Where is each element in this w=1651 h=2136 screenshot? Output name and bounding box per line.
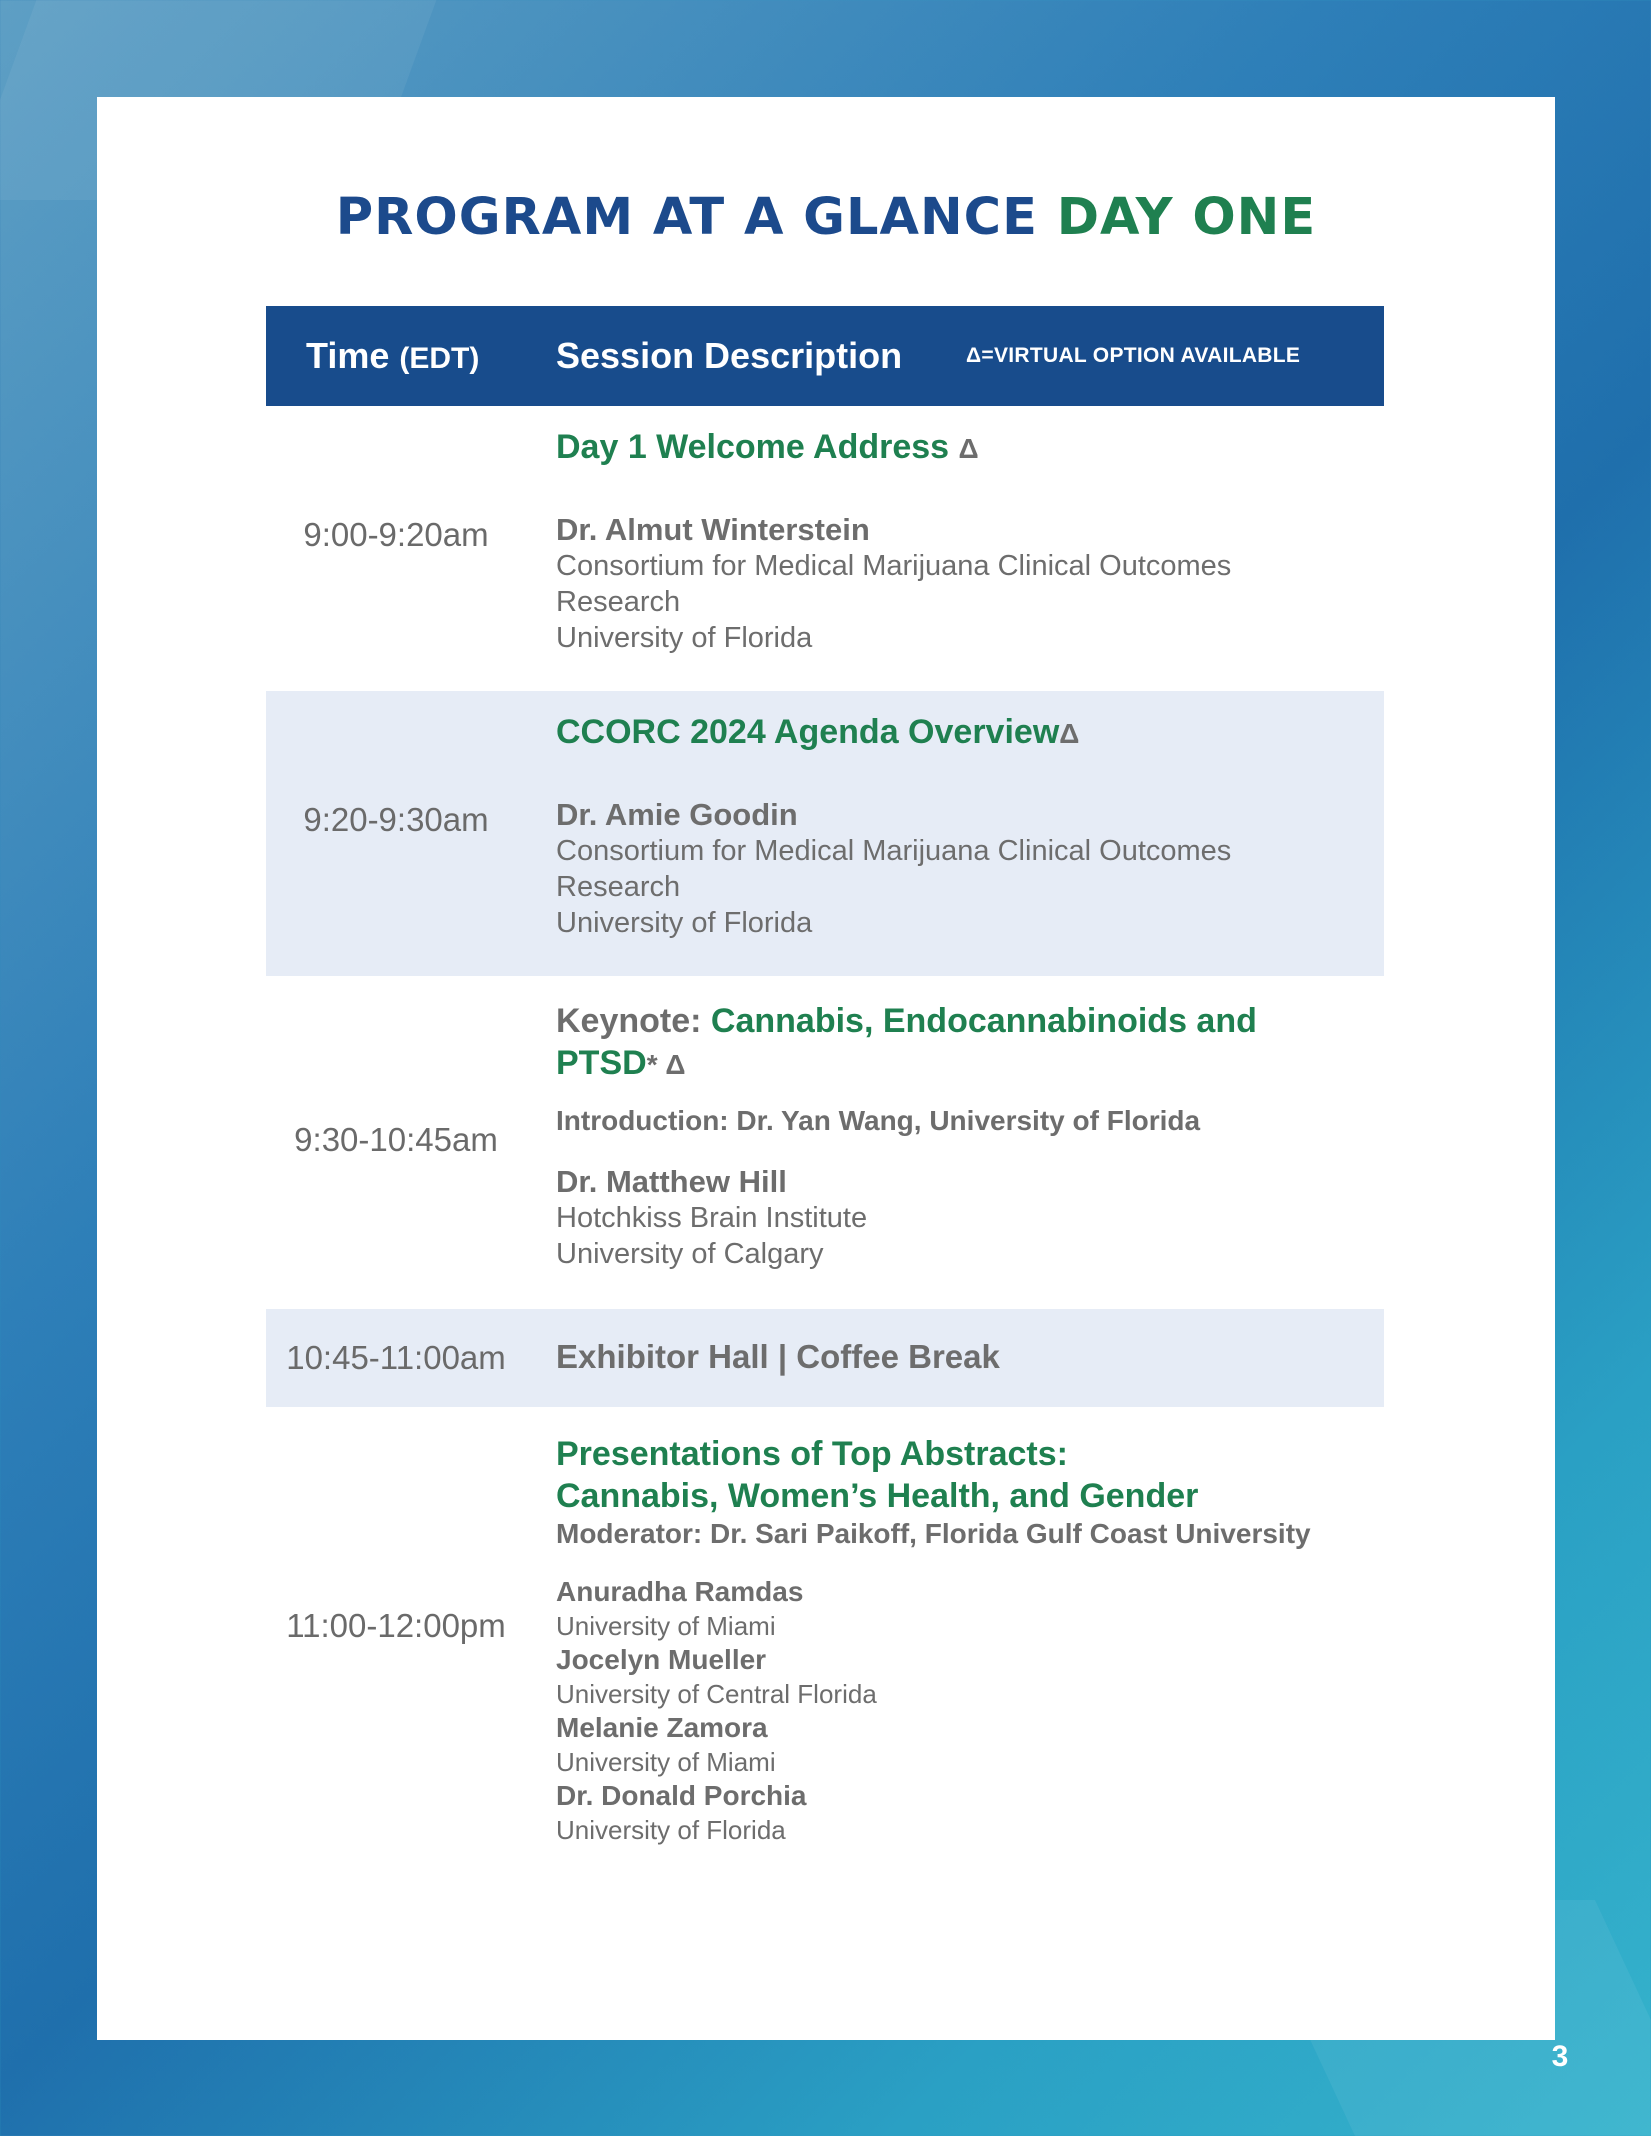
session-title	[556, 711, 1366, 755]
session-title-line-1: Cannabis, Endocannabinoids and	[710, 1002, 1257, 1040]
title-part-2: DAY ONE	[1056, 188, 1317, 247]
table-header	[266, 306, 1384, 406]
speaker-affiliation: Hotchkiss Brain Institute	[556, 1202, 868, 1234]
table-row	[266, 1309, 1384, 1407]
session-content	[556, 1000, 1366, 1272]
speaker-affiliation: University of Calgary	[556, 1238, 824, 1270]
speaker-name: Jocelyn Mueller	[556, 1644, 767, 1675]
header-time-zone: (EDT)	[399, 342, 480, 375]
session-moderator: Moderator: Dr. Sari Paikoff, Florida Gulf Coast University	[556, 1518, 1311, 1549]
session-title-line-1: Presentations of Top Abstracts:	[556, 1435, 1068, 1473]
speaker-affiliation: Research	[556, 871, 681, 903]
header-time	[306, 306, 479, 409]
virtual-delta-icon: Δ	[1059, 718, 1080, 749]
keynote-label: Keynote:	[556, 1002, 702, 1040]
speaker-affiliation: University of Florida	[556, 907, 813, 939]
table-row	[266, 691, 1384, 976]
session-title: Exhibitor Hall | Coffee Break	[556, 1338, 1000, 1375]
session-title-text: Day 1 Welcome Address	[556, 428, 950, 466]
session-title-line-2: PTSD	[556, 1044, 647, 1082]
speaker-affiliation: Consortium for Medical Marijuana Clinical Outcomes	[556, 550, 1232, 582]
page-title	[97, 187, 1555, 249]
speaker-name: Dr. Almut Winterstein	[556, 512, 870, 547]
session-content	[556, 711, 1366, 941]
session-introduction: Introduction: Dr. Yan Wang, University of Florida	[556, 1105, 1201, 1136]
page-number: 3	[1551, 2040, 1569, 2073]
table-row	[266, 1407, 1384, 1857]
session-content	[556, 1337, 1366, 1377]
speaker-affiliation: University of Miami	[556, 1611, 776, 1641]
session-title-line-2: Cannabis, Women’s Health, and Gender	[556, 1477, 1199, 1515]
speaker-name: Dr. Matthew Hill	[556, 1164, 787, 1199]
session-title	[556, 426, 1366, 470]
speaker-name: Dr. Donald Porchia	[556, 1780, 807, 1811]
header-session-description: Session Description	[556, 335, 903, 376]
session-content	[556, 1433, 1366, 1847]
speaker-name: Melanie Zamora	[556, 1712, 768, 1743]
speaker-affiliation: University of Florida	[556, 1815, 786, 1845]
session-time: 10:45-11:00am	[286, 1339, 506, 1376]
speaker-affiliation: University of Florida	[556, 622, 813, 654]
page-sheet	[97, 97, 1555, 2040]
speaker-affiliation: University of Miami	[556, 1747, 776, 1777]
virtual-delta-icon: * Δ	[646, 1049, 686, 1080]
session-title-line-2-wrap	[556, 1042, 1366, 1086]
speaker-name: Dr. Amie Goodin	[556, 797, 798, 832]
session-title	[556, 1000, 1366, 1042]
session-time: 9:20-9:30am	[303, 801, 489, 838]
session-title-text: CCORC 2024 Agenda Overview	[556, 713, 1060, 751]
virtual-delta-icon: Δ	[958, 433, 979, 464]
header-virtual-note: Δ=VIRTUAL OPTION AVAILABLE	[966, 344, 1301, 367]
table-row	[266, 406, 1384, 691]
table-row	[266, 976, 1384, 1309]
speaker-name: Anuradha Ramdas	[556, 1576, 804, 1607]
session-time: 9:30-10:45am	[294, 1121, 498, 1158]
speaker-affiliation: Research	[556, 586, 681, 618]
session-time: 9:00-9:20am	[303, 516, 489, 553]
title-part-1: PROGRAM AT A GLANCE	[335, 188, 1038, 247]
header-time-label: Time	[306, 335, 390, 376]
session-time: 11:00-12:00pm	[286, 1607, 506, 1644]
speaker-affiliation: Consortium for Medical Marijuana Clinical Outcomes	[556, 835, 1232, 867]
session-content	[556, 426, 1366, 656]
speaker-affiliation: University of Central Florida	[556, 1679, 877, 1709]
